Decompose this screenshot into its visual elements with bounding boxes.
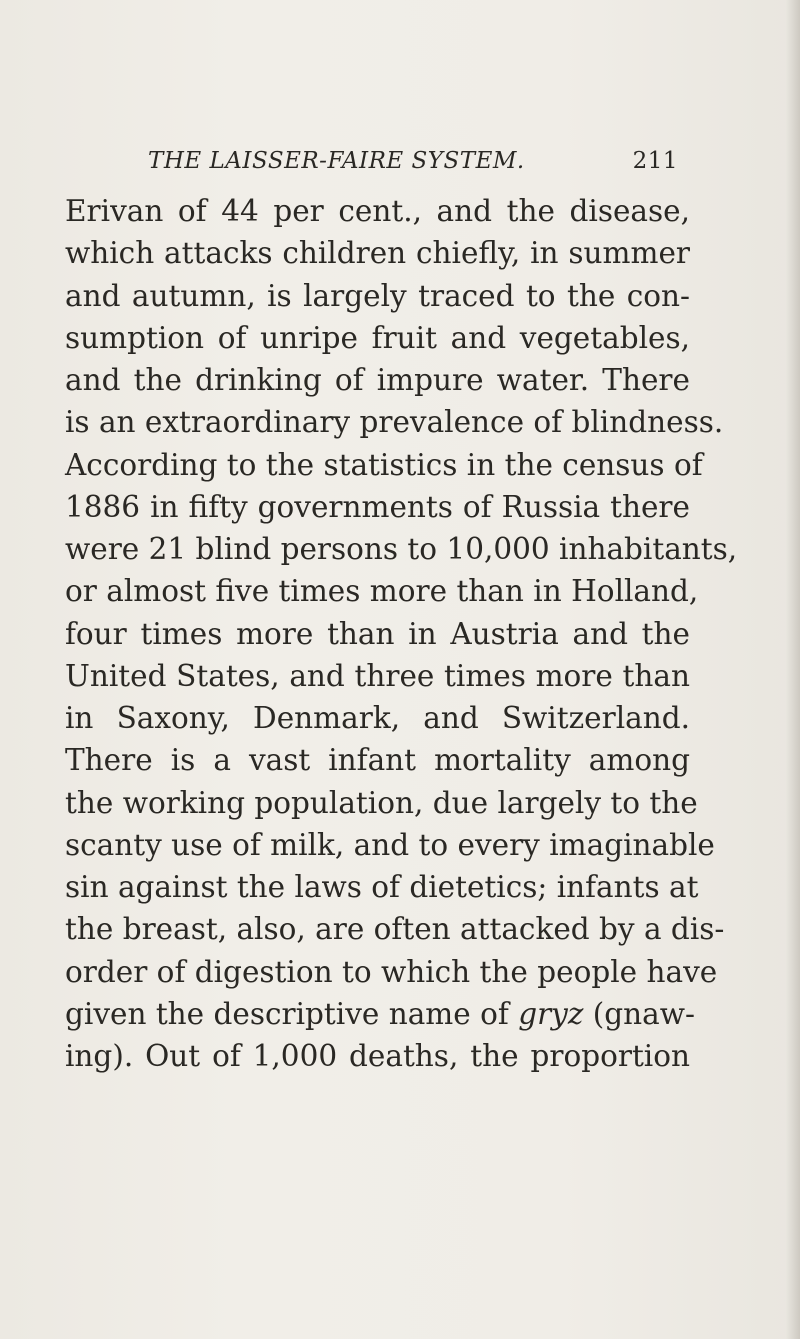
text-line: Erivan of 44 per cent., and the disease, <box>65 194 690 228</box>
page-number: 211 <box>632 148 678 174</box>
page-edge-shadow <box>786 0 800 1339</box>
text-line: were 21 blind persons to 10,000 inhabitants, <box>65 532 738 566</box>
text-line: the breast, also, are often attacked by a dis- <box>65 912 725 947</box>
text-line: United States, and three times more than <box>65 658 690 693</box>
text-line-with-italic <box>65 993 695 1035</box>
body-text <box>65 190 738 1077</box>
text-line: ing). Out of 1,000 deaths, the proportion <box>65 1039 690 1073</box>
text-line: According to the statistics in the census of <box>65 447 703 482</box>
text-segment: given the descriptive name of <box>65 996 509 1031</box>
text-line: There is a vast infant mortality among <box>65 743 690 778</box>
running-title: THE LAISSER-FAIRE SYSTEM. <box>148 148 525 174</box>
text-line: sumption of unripe fruit and vegetables, <box>65 320 690 355</box>
text-line: in Saxony, Denmark, and Switzerland. <box>65 701 690 735</box>
text-line: 1886 in fifty governments of Russia there <box>65 489 690 524</box>
text-line: scanty use of milk, and to every imaginable <box>65 827 715 862</box>
text-line: is an extraordinary prevalence of blindness. <box>65 405 724 440</box>
text-line: order of digestion to which the people have <box>65 954 718 989</box>
text-segment: (gnaw- <box>592 996 695 1031</box>
running-head <box>148 148 678 188</box>
italic-term: gryz <box>518 996 584 1031</box>
text-line: four times more than in Austria and the <box>65 616 690 651</box>
text-line: which attacks children chiefly, in summer <box>65 236 690 271</box>
text-line: and autumn, is largely traced to the con- <box>65 278 690 313</box>
text-line: the working population, due largely to the <box>65 785 698 820</box>
text-line: or almost five times more than in Holland, <box>65 574 699 609</box>
text-line: sin against the laws of dietetics; infants at <box>65 870 699 904</box>
text-line: and the drinking of impure water. There <box>65 363 690 397</box>
